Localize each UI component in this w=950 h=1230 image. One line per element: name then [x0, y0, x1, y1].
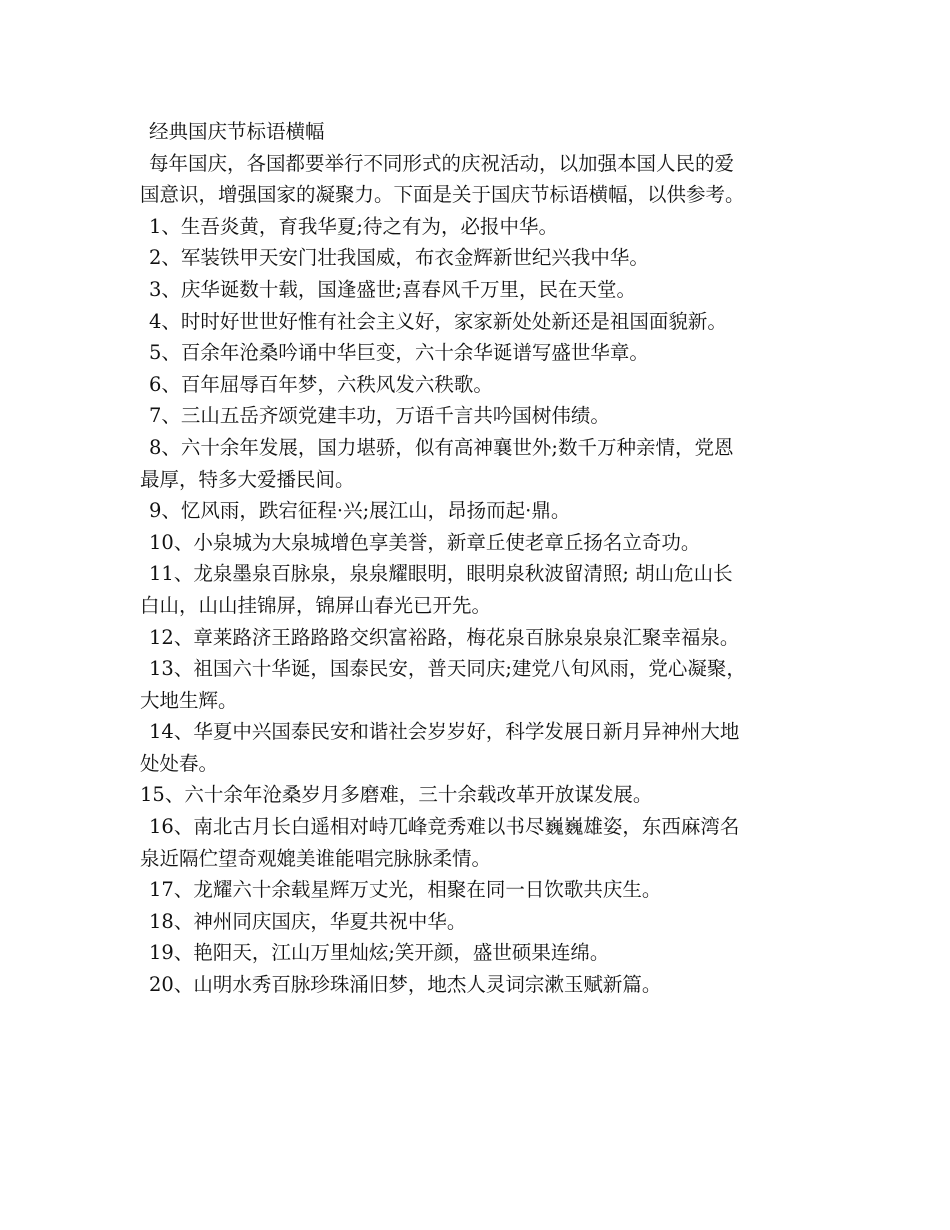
slogan-item: 14、华夏中兴国泰民安和谐社会岁岁好，科学发展日新月异神州大地: [149, 720, 740, 744]
slogan-item-continuation: 白山，山山挂锦屏，锦屏山春光已开先。: [140, 593, 492, 617]
slogan-item: 6、百年屈辱百年梦，六秩风发六秩歌。: [149, 372, 493, 396]
slogan-item: 1、生吾炎黄，育我华夏;待之有为，必报中华。: [149, 214, 558, 238]
slogan-item: 20、山明水秀百脉珍珠涌旧梦，地杰人灵词宗漱玉赋新篇。: [149, 973, 662, 997]
document-title: 经典国庆节标语横幅: [149, 120, 325, 143]
intro-paragraph-line: 每年国庆，各国都要举行不同形式的庆祝活动，以加强本国人民的爱: [149, 151, 735, 175]
slogan-item: 15、六十余年沧桑岁月多磨难，三十余载改革开放谋发展。: [140, 783, 653, 807]
slogan-item: 3、庆华诞数十载，国逢盛世;喜春风千万里，民在天堂。: [149, 277, 636, 301]
slogan-item: 16、南北古月长白遥相对峙兀峰竞秀难以书尽巍巍雄姿，东西麻湾名: [149, 815, 740, 839]
slogan-item: 5、百余年沧桑吟诵中华巨变，六十余华诞谱写盛世华章。: [149, 341, 649, 365]
slogan-item: 12、章莱路济王路路路交织富裕路，梅花泉百脉泉泉泉汇聚幸福泉。: [149, 625, 740, 649]
slogan-item: 8、六十余年发展，国力堪骄，似有高神襄世外;数千万种亲情，党恩: [149, 435, 734, 459]
slogan-item: 11、龙泉墨泉百脉泉，泉泉耀眼明，眼明泉秋波留清照; 胡山危山长: [149, 562, 733, 586]
slogan-item: 2、军装铁甲天安门壮我国威，布衣金辉新世纪兴我中华。: [149, 246, 649, 270]
slogan-item-continuation: 大地生辉。: [140, 688, 238, 712]
slogan-item: 18、神州同庆国庆，华夏共祝中华。: [149, 909, 467, 933]
slogan-item: 4、时时好世世好惟有社会主义好，家家新处处新还是祖国面貌新。: [149, 309, 727, 333]
document-body: [140, 116, 820, 1001]
slogan-item: 17、龙耀六十余载星辉万丈光，相聚在同一日饮歌共庆生。: [149, 878, 662, 902]
slogan-item: 7、三山五岳齐颂党建丰功，万语千言共吟国树伟绩。: [149, 404, 610, 428]
slogan-item: 9、忆风雨，跌宕征程·兴;展江山，昂扬而起·鼎。: [149, 499, 571, 523]
slogan-item-continuation: 最厚，特多大爱播民间。: [140, 467, 355, 491]
slogan-item: 13、祖国六十华诞，国泰民安，普天同庆;建党八旬风雨，党心凝聚，: [149, 657, 746, 681]
slogan-item: 19、艳阳天，江山万里灿炫;笑开颜，盛世硕果连绵。: [149, 941, 610, 965]
slogan-item: 10、小泉城为大泉城增色享美誉，新章丘使老章丘扬名立奇功。: [149, 530, 701, 554]
intro-paragraph-line: 国意识，增强国家的凝聚力。下面是关于国庆节标语横幅，以供参考。: [140, 183, 745, 207]
slogan-item-continuation: 处处春。: [140, 751, 219, 775]
slogan-item-continuation: 泉近隔伫望奇观媲美谁能唱完脉脉柔情。: [140, 846, 492, 870]
